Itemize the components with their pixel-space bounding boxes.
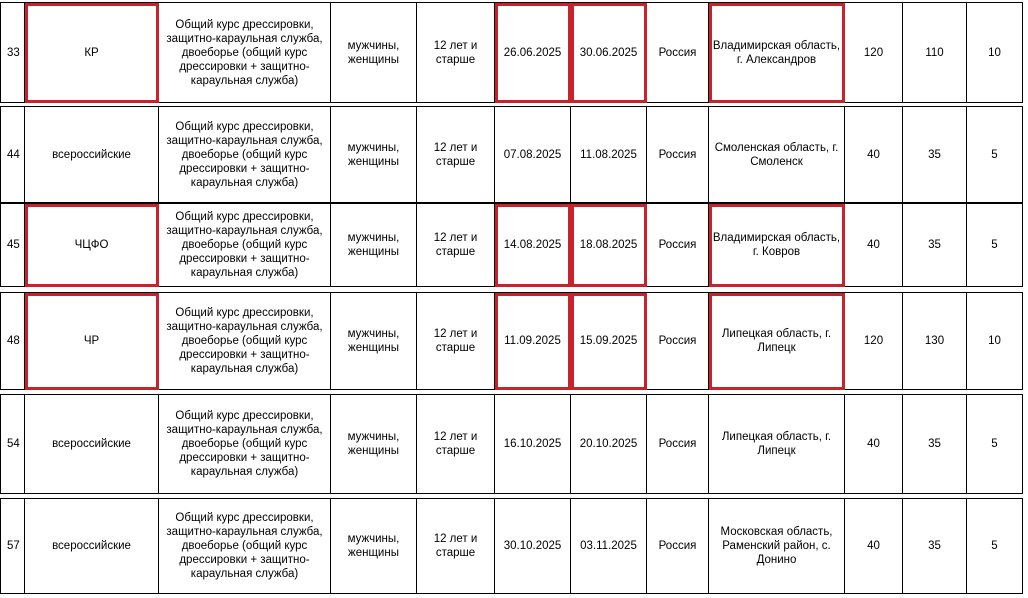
age-group-cell: 12 лет и старше [417, 499, 495, 594]
schedule-row-block [0, 394, 1023, 494]
table-row [1, 293, 1023, 390]
staff-count-cell: 5 [967, 499, 1023, 594]
end-date-cell: 03.11.2025 [571, 499, 647, 594]
end-date-cell: 30.06.2025 [571, 3, 647, 103]
country-cell: Россия [647, 204, 709, 287]
competition-type-cell: всероссийские [25, 107, 159, 203]
location-cell: Липецкая область, г. Липецк [709, 293, 845, 390]
discipline-cell: Общий курс дрессировки, защитно-караульная служба, двоеборье (общий курс дрессировки + защитно-караульная служба) [159, 204, 331, 287]
staff-count-cell: 5 [967, 395, 1023, 494]
athletes-count-cell: 110 [903, 3, 967, 103]
row-number-cell: 33 [1, 3, 25, 103]
total-participants-cell: 40 [845, 107, 903, 203]
gender-cell: мужчины, женщины [331, 499, 417, 594]
table-row [1, 499, 1023, 594]
athletes-count-cell: 35 [903, 499, 967, 594]
age-group-cell: 12 лет и старше [417, 395, 495, 494]
row-number-cell: 48 [1, 293, 25, 390]
total-participants-cell: 40 [845, 395, 903, 494]
start-date-cell: 07.08.2025 [495, 107, 571, 203]
gender-cell: мужчины, женщины [331, 3, 417, 103]
total-participants-cell: 120 [845, 3, 903, 103]
end-date-cell: 18.08.2025 [571, 204, 647, 287]
age-group-cell: 12 лет и старше [417, 204, 495, 287]
row-number-cell: 44 [1, 107, 25, 203]
athletes-count-cell: 130 [903, 293, 967, 390]
schedule-row-block [0, 106, 1023, 203]
row-number-cell: 54 [1, 395, 25, 494]
table-row [1, 395, 1023, 494]
competition-type-cell: всероссийские [25, 499, 159, 594]
staff-count-cell: 10 [967, 293, 1023, 390]
competition-type-cell: ЧР [25, 293, 159, 390]
location-cell: Липецкая область, г. Липецк [709, 395, 845, 494]
start-date-cell: 16.10.2025 [495, 395, 571, 494]
age-group-cell: 12 лет и старше [417, 3, 495, 103]
gender-cell: мужчины, женщины [331, 107, 417, 203]
discipline-cell: Общий курс дрессировки, защитно-караульная служба, двоеборье (общий курс дрессировки + защитно-караульная служба) [159, 395, 331, 494]
total-participants-cell: 40 [845, 499, 903, 594]
schedule-row-block [0, 2, 1023, 103]
athletes-count-cell: 35 [903, 107, 967, 203]
discipline-cell: Общий курс дрессировки, защитно-караульная служба, двоеборье (общий курс дрессировки + защитно-караульная служба) [159, 293, 331, 390]
schedule-row-block [0, 292, 1023, 390]
table-row [1, 204, 1023, 287]
row-number-cell: 45 [1, 204, 25, 287]
discipline-cell: Общий курс дрессировки, защитно-караульная служба, двоеборье (общий курс дрессировки + защитно-караульная служба) [159, 3, 331, 103]
end-date-cell: 20.10.2025 [571, 395, 647, 494]
country-cell: Россия [647, 3, 709, 103]
age-group-cell: 12 лет и старше [417, 293, 495, 390]
start-date-cell: 11.09.2025 [495, 293, 571, 390]
discipline-cell: Общий курс дрессировки, защитно-караульная служба, двоеборье (общий курс дрессировки + защитно-караульная служба) [159, 499, 331, 594]
start-date-cell: 14.08.2025 [495, 204, 571, 287]
total-participants-cell: 120 [845, 293, 903, 390]
start-date-cell: 26.06.2025 [495, 3, 571, 103]
gender-cell: мужчины, женщины [331, 293, 417, 390]
location-cell: Владимирская область, г. Ковров [709, 204, 845, 287]
total-participants-cell: 40 [845, 204, 903, 287]
country-cell: Россия [647, 107, 709, 203]
country-cell: Россия [647, 499, 709, 594]
competition-type-cell: КР [25, 3, 159, 103]
location-cell: Московская область, Раменский район, с. Донино [709, 499, 845, 594]
schedule-row-block [0, 498, 1023, 594]
country-cell: Россия [647, 395, 709, 494]
location-cell: Смоленская область, г. Смоленск [709, 107, 845, 203]
gender-cell: мужчины, женщины [331, 204, 417, 287]
schedule-row-block [0, 203, 1023, 287]
athletes-count-cell: 35 [903, 204, 967, 287]
gender-cell: мужчины, женщины [331, 395, 417, 494]
row-number-cell: 57 [1, 499, 25, 594]
staff-count-cell: 5 [967, 107, 1023, 203]
age-group-cell: 12 лет и старше [417, 107, 495, 203]
table-row [1, 107, 1023, 203]
competition-type-cell: всероссийские [25, 395, 159, 494]
end-date-cell: 11.08.2025 [571, 107, 647, 203]
table-row [1, 3, 1023, 103]
start-date-cell: 30.10.2025 [495, 499, 571, 594]
location-cell: Владимирская область, г. Александров [709, 3, 845, 103]
competition-type-cell: ЧЦФО [25, 204, 159, 287]
discipline-cell: Общий курс дрессировки, защитно-караульная служба, двоеборье (общий курс дрессировки + защитно-караульная служба) [159, 107, 331, 203]
country-cell: Россия [647, 293, 709, 390]
athletes-count-cell: 35 [903, 395, 967, 494]
end-date-cell: 15.09.2025 [571, 293, 647, 390]
staff-count-cell: 10 [967, 3, 1023, 103]
staff-count-cell: 5 [967, 204, 1023, 287]
